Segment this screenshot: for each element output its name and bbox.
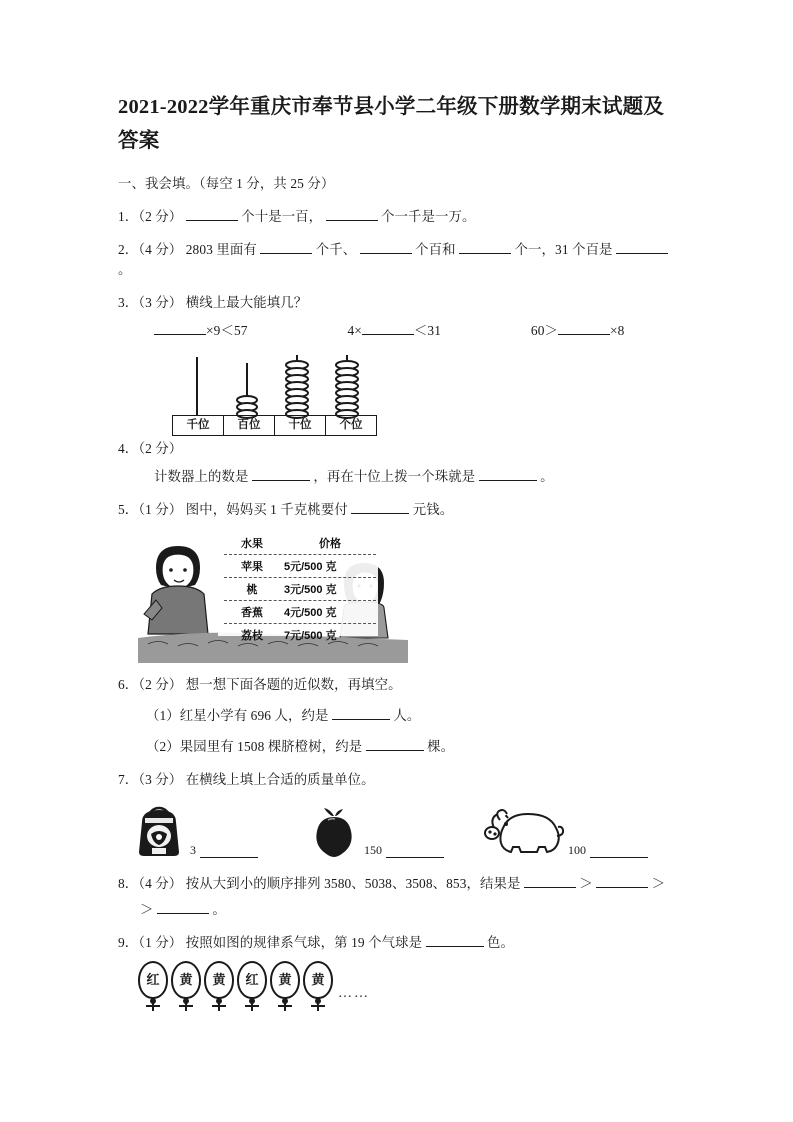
question-8	[118, 874, 675, 894]
question-2-text-e: 。	[118, 262, 132, 277]
unit-item-backpack	[132, 806, 258, 858]
balloon	[136, 961, 171, 1007]
price-header-price: 价格	[319, 538, 341, 550]
unit-value-apple: 150	[364, 843, 382, 857]
balloon-color-label: 黄	[179, 972, 193, 987]
balloon-string	[317, 1003, 319, 1011]
balloon	[202, 961, 237, 1007]
balloon-color-label: 红	[245, 972, 259, 987]
question-3-expressions	[118, 321, 675, 341]
answer-blank[interactable]	[200, 857, 258, 858]
balloon-color-label: 黄	[311, 972, 325, 987]
unit-item-apple	[308, 806, 444, 858]
question-2-text-a: 2803 里面有	[185, 242, 257, 257]
question-1-text-a: 个十是一百，	[241, 209, 323, 224]
question-6-label: 6．（2 分）	[118, 677, 183, 692]
question-9	[118, 933, 675, 953]
answer-blank[interactable]	[362, 334, 414, 335]
answer-blank[interactable]	[332, 719, 390, 720]
question-8-gt-3: ＞	[140, 902, 154, 917]
price-row	[224, 601, 376, 624]
question-8-continued	[118, 900, 675, 920]
question-4-text-b: ，再在十位上拨一个珠就是	[313, 469, 476, 484]
expr-2-prefix: 4×	[347, 323, 362, 338]
question-3	[118, 293, 675, 313]
price-row	[224, 578, 376, 601]
balloon-color-label: 黄	[278, 972, 292, 987]
fruit-price-figure	[138, 528, 408, 663]
question-4-text-c: 。	[540, 469, 554, 484]
balloon	[235, 961, 270, 1007]
question-1	[118, 207, 675, 227]
question-2-text-d: 个一，31 个百是	[514, 242, 613, 257]
answer-blank[interactable]	[360, 253, 412, 254]
question-1-text-b: 个一千是一万。	[381, 209, 476, 224]
question-3-label: 3．（3 分）	[118, 295, 183, 310]
question-1-label: 1．（2 分）	[118, 209, 183, 224]
answer-blank[interactable]	[260, 253, 312, 254]
question-3-expression-2	[347, 321, 527, 341]
answer-blank[interactable]	[590, 857, 648, 858]
balloon	[301, 961, 336, 1007]
price-row	[224, 624, 376, 646]
price-row	[224, 555, 376, 578]
answer-blank[interactable]	[558, 334, 610, 335]
abacus-figure	[172, 349, 387, 437]
balloon-sequence-ellipsis: ……	[338, 986, 370, 1001]
balloon	[268, 961, 303, 1007]
answer-blank[interactable]	[616, 253, 668, 254]
question-3-expression-3	[531, 321, 625, 341]
question-6-sub-1-text-a: （1）红星小学有 696 人，约是	[146, 708, 329, 723]
question-8-text-b: 。	[212, 902, 226, 917]
question-8-gt-1: ＞	[579, 876, 593, 891]
question-4-label: 4．（2 分）	[118, 441, 183, 456]
balloon-string	[284, 1003, 286, 1011]
balloon-string	[218, 1003, 220, 1011]
answer-blank[interactable]	[366, 750, 424, 751]
expr-1-suffix: ×9＜57	[206, 323, 248, 338]
answer-blank[interactable]	[157, 913, 209, 914]
question-8-label: 8．（4 分）	[118, 876, 183, 891]
expr-2-suffix: ＜31	[413, 323, 441, 338]
abacus-rods-icon	[172, 349, 387, 419]
question-5-label: 5．（1 分）	[118, 502, 183, 517]
answer-blank[interactable]	[426, 946, 484, 947]
price-fruit-value: 7元/500 克	[284, 630, 337, 642]
question-4-body	[118, 467, 675, 487]
balloon-string	[185, 1003, 187, 1011]
balloon-color-label: 黄	[212, 972, 226, 987]
expr-3-prefix: 60＞	[530, 323, 558, 338]
price-fruit-name: 桃	[246, 584, 258, 596]
price-fruit-value: 3元/500 克	[284, 584, 337, 596]
balloon-color-label: 红	[146, 972, 160, 987]
price-table	[224, 532, 376, 646]
question-6-sub-2	[118, 737, 675, 757]
abacus-place-labels	[172, 415, 377, 436]
abacus-label-hundreds: 百位	[224, 416, 275, 435]
question-7-label: 7．（3 分）	[118, 772, 183, 787]
question-9-label: 9．（1 分）	[118, 935, 183, 950]
abacus-label-ones: 个位	[339, 419, 363, 431]
question-6-sub-1-text-b: 人。	[393, 708, 421, 723]
answer-blank[interactable]	[186, 220, 238, 221]
question-8-gt-2: ＞	[651, 876, 666, 891]
question-2-label: 2．（4 分）	[118, 242, 183, 257]
question-9-text-a: 按照如图的规律系气球，第 19 个气球是	[185, 935, 423, 950]
question-6-sub-1	[118, 706, 675, 726]
question-6	[118, 675, 675, 695]
question-4-text-a: 计数器上的数是	[154, 469, 249, 484]
answer-blank[interactable]	[154, 334, 206, 335]
question-6-sub-2-text-b: 棵。	[427, 739, 455, 754]
question-7-text: 在横线上填上合适的质量单位。	[185, 772, 375, 787]
apple-icon	[308, 806, 360, 858]
answer-blank[interactable]	[524, 887, 576, 888]
price-fruit-value: 5元/500 克	[284, 561, 337, 573]
abacus-label-tens: 十位	[275, 416, 326, 435]
price-fruit-name: 香蕉	[241, 607, 263, 619]
price-fruit-value: 4元/500 克	[284, 607, 337, 619]
answer-blank[interactable]	[479, 480, 537, 481]
balloon-string	[152, 1003, 154, 1011]
price-header-fruit: 水果	[241, 538, 263, 550]
answer-blank[interactable]	[459, 253, 511, 254]
balloon	[169, 961, 204, 1007]
answer-blank[interactable]	[386, 857, 444, 858]
question-2	[118, 240, 675, 280]
section-heading: 一、我会填。（每空 1 分，共 25 分）	[118, 176, 335, 191]
unit-item-pig	[474, 808, 648, 858]
question-4	[118, 439, 675, 459]
answer-blank[interactable]	[351, 513, 409, 514]
answer-blank[interactable]	[326, 220, 378, 221]
balloon-string	[251, 1003, 253, 1011]
price-fruit-name: 荔枝	[241, 630, 263, 642]
backpack-icon	[132, 806, 186, 858]
page-title: 2021-2022学年重庆市奉节县小学二年级下册数学期末试题及答案	[118, 96, 665, 152]
unit-value-backpack: 3	[190, 843, 196, 857]
question-2-text-b: 个千、	[315, 242, 357, 257]
question-2-text-c: 个百和	[415, 242, 456, 257]
abacus-label-thousands: 千位	[173, 416, 224, 435]
question-6-text: 想一想下面各题的近似数，再填空。	[185, 677, 402, 692]
question-3-expression-1	[154, 321, 344, 341]
price-fruit-name: 苹果	[241, 561, 263, 573]
question-7	[118, 770, 675, 790]
question-5	[118, 500, 675, 520]
answer-blank[interactable]	[252, 480, 310, 481]
question-6-sub-2-text-a: （2）果园里有 1508 棵脐橙树，约是	[146, 739, 363, 754]
balloon-sequence-figure	[136, 961, 675, 1023]
question-9-text-b: 色。	[487, 935, 514, 950]
price-table-header	[224, 532, 376, 555]
question-5-text-b: 元钱。	[412, 502, 454, 517]
question-3-text: 横线上最大能填几？	[185, 295, 308, 310]
answer-blank[interactable]	[596, 887, 648, 888]
pig-icon	[474, 808, 564, 858]
question-5-text-a: 图中，妈妈买 1 千克桃要付	[185, 502, 348, 517]
question-7-figures	[118, 796, 675, 858]
unit-value-pig: 100	[568, 843, 586, 857]
expr-3-suffix: ×8	[610, 323, 625, 338]
question-8-text-a: 按从大到小的顺序排列 3580、5038、3508、853，结果是	[185, 876, 521, 891]
